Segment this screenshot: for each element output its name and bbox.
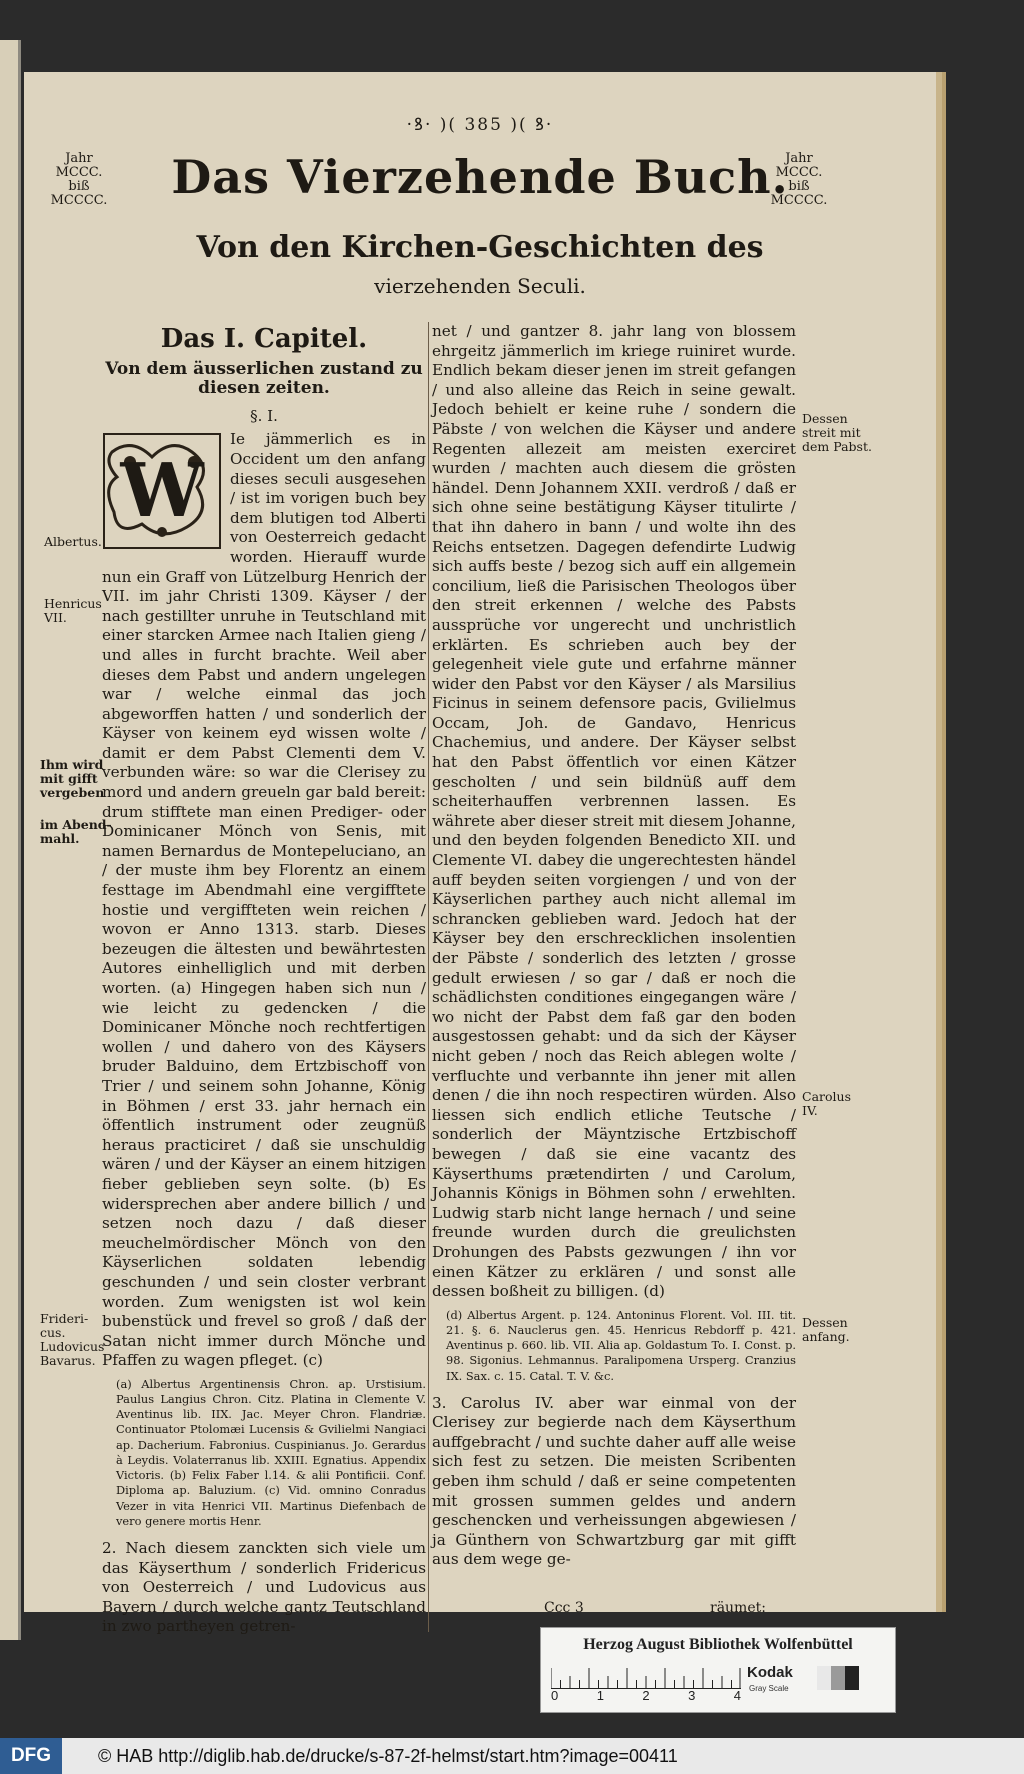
paragraph-1: Ie jämmerlich es in Occident um den anfang dieses seculi ausgesehen / ist im vorigen buch bey dem blutigen tod Alberti von Oesterreich gedacht worden. Hierauff wurde nun ein Graff von Lützelburg Henrich der VII. im jahr Christi 1309. Käyser / der nach gestillter unruhe in Teutschland mit einer starcken Armee nach Italien gieng / und alles in furcht brachte. Weil aber dieses dem Pabst und andern ungelegen war / welche einmal das joch abgeworffen hatten / und sonderlich der Käyser von keinem eyd wissen wolte / damit er dem Pabst Clementi dem V. verbunden wäre: so war die Clerisey zu mord und andern greueln gar bald bereit: drum stifftete man einen Prediger- oder Dominicaner Mönch von Senis, mit namen Bernardus de Montepeluciano, an / der muste ihm bey Florentz an einem festtage im Abendmahl eine vergifftete hostie und vergiffteten wein reichen / wovon er Anno 1313. starb. Dieses bezeugen die ältesten und bewährtesten Autores einhelliglich und mit derben worten. (a) Hingegen haben sich nun / wie leicht zu gedencken / die Dominicaner Mönche noch rechtfertigen wollen / und dahero von des Käysers bruder Balduino, dem Ertzbischoff von Trier / und seinem sohn Johanne, König in Böhmen / erst 33. jahr hernach ein öffentlich instrument oder zeugnüß heraus practiciret / daß sie unschuldig wären / und der Käyser an einem hitzigen fieber geblieben seyn solte. (b) Es widersprechen aber andere billich / und setzen noch dazu / daß dieser meuchelmördischer Mönch von den Käyserlichen soldaten lebendig geschunden / und sein closter verbrant worden. Zum wenigsten ist wol kein bubenstück und frevel so groß / daß der Satan nicht immer durch Mönche und Pfaffen zu wagen pfleget. (c) — [102, 430, 426, 1370]
gray-scale-label: Gray Scale — [749, 1684, 789, 1693]
margin-note-line: Frideri- — [40, 1311, 89, 1326]
paragraph-2: 2. Nach diesem zanckten sich viele um das Käyserthum / sonderlich Fridericus von Oesterreich / und Ludovicus aus Bayern / durch welche gantz Teutschland in zwo partheyen getren- — [102, 1538, 426, 1636]
footer-bar — [0, 1738, 1024, 1774]
margin-note-fridericus — [40, 1312, 104, 1368]
footnote-d: (d) Albertus Argent. p. 124. Antoninus Florent. Vol. III. tit. 21. §. 6. Nauclerus gen. 45. Henricus Rebdorff p. 421. Aventinus p. 660. lib. VII. Alia ap. Goldastum To. I. Const. p. 98. Sigonius. Lehmannus. Paralipomena Ursperg. Cranzius IX. Sax. c. 15. Catal. T. V. &c. — [446, 1307, 796, 1383]
margin-note-carolus — [802, 1090, 851, 1118]
ruler-scale-icon — [551, 1662, 741, 1689]
margin-note-albertus: Albertus. — [44, 534, 102, 549]
margin-note-line: Dessen — [802, 411, 848, 426]
margin-note-line: Ludovicus — [40, 1339, 105, 1354]
book-title: Das Vierzehende Buch. — [171, 150, 789, 204]
ruler-number: 4 — [733, 1688, 741, 1703]
paragraph-continued: net / und gantzer 8. jahr lang von blossem ehrgeitz jämmerlich im kriege ruiniret wurde. Endlich bekam dieser jenen im streit gefangen / und also alleine das Reich in seine gewalt. Jedoch behielt er keine ruhe / sondern die Päbste / von welchen die Käyser und andere Regenten allezeit am meisten exerciret wurden / machten auch diesem die grösten händel. Denn Johannem XXII. verdroß / daß er sich ohne seine bestätigung Käyser titulirte / that ihn dahero in bann / und wolte ihn des Reichs entsetzen. Dagegen defendirte Ludwig sich auffs beste / bezog sich auff ein allgemein concilium, ließ die Parisischen Theologos über den streit erkennen / welche des Pabsts aussprüche vor ungerecht und unchristlich erklärten. Es schrieben auch bey der gelegenheit viele gute und erfahrne männer wider den Pabst vor den Käyser / als Marsilius Ficinus in seinem defensore pacis, Gvilielmus Occam, Joh. de Gandavo, Henricus Chachemius, und andere. Der Käyser selbst hat den Pabst öffentlich vor einen Kätzer gescholten / und sein bildnüß auff dem scheiterhauffen verbrennen lassen. Es währete aber dieser streit mit diesem Johanne, und den beyden folgenden Benedicto XII. und Clemente VI. dabey die ungerechtesten händel auff beyden seiten vorgiengen / und von der Käyserlichen parthey auch nicht allemal im schrancken geblieben ward. Jedoch hat der Käyser bey den erschrecklichen insolentien der Päbste / sonderlich des letzten / grosse gedult erwiesen / so gar / daß er noch die schädlichsten conditiones eingegangen wäre / wo nicht der Pabst dem faß gar den boden ausgestossen gehabt: und da sich der Käyser nicht geben / noch das Reich ablegen wolte / verfluchte und verbannte ihn jener mit allen denen / die ihn noch respectiren würden. Also liessen sich endlich etliche Teutsche / sonderlich der Mäyntzische Ertzbischoff bewegen / daß sie eine vacantz des Käyserthums prætendirten / und Carolum, Johannis Königs in Böhmen sohn / erwehlten. Ludwig starb nicht lange hernach / und seine freunde wurden durch die greulichsten Drohungen des Pabsts gezwungen / ihn vor einen Kätzer zu erklären / und sonst alle dessen boßheit zu billigen. (d) — [432, 322, 796, 1301]
margin-note-line: Carolus — [802, 1089, 851, 1104]
footnote-a-c: (a) Albertus Argentinensis Chron. ap. Urstisium. Paulus Langius Chron. Citz. Platina in Clemente V. Aventinus lib. IIX. Jac. Meyer Chron. Flandriæ. Continuator Ptolomæi Lucensis & Gvilielmi Nangiaci ap. Dacherium. Fabronius. Cuspinianus. Jo. Gerardus à Leydis. Volaterranus lib. XXIII. Egnatius. Appendix Victoris. (b) Felix Faber l.14. & alii Pontificii. Conf. Diploma ap. Baluzium. (c) Vid. omnino Conradus Vezer in vita Henrici VII. Martinus Diefenbach de vero genere mortis Henr. — [116, 1376, 426, 1528]
margin-note-dessen-streit — [802, 412, 872, 454]
right-column — [432, 322, 796, 1572]
margin-note-line: Henricus — [44, 596, 102, 611]
ruler-number: 3 — [688, 1688, 696, 1703]
margin-note-line: anfang. — [802, 1329, 850, 1344]
section-number: §. I. — [250, 406, 278, 425]
margin-note-dessen-anfang — [802, 1316, 850, 1344]
margin-note-gift — [40, 758, 104, 800]
gray-swatches — [817, 1666, 859, 1690]
column-divider — [428, 322, 429, 1632]
book-subtitle: Von den Kirchen-Geschichten des — [196, 230, 764, 265]
margin-note-line: vergeben — [40, 785, 105, 800]
chapter-subtitle: Von dem äusserlichen zustand zu diesen zeiten. — [105, 358, 423, 399]
margin-note-line: dem Pabst. — [802, 439, 872, 454]
signature-mark: Ccc 3 — [544, 1600, 584, 1616]
margin-note-line: streit mit — [802, 425, 861, 440]
dfg-logo: DFG — [0, 1738, 62, 1774]
margin-note-line: mit gifft — [40, 771, 98, 786]
page-header: ·ꝸ· )( 385 )( ꝸ· — [406, 115, 554, 135]
ruler-numbers — [551, 1688, 741, 1703]
dropcap-ornament-icon — [102, 432, 222, 550]
corner-left-line: MCCCC. — [50, 193, 108, 208]
dropcap-letter: W — [120, 448, 204, 535]
margin-note-line: cus. — [40, 1325, 66, 1340]
book-subtitle-line2: vierzehenden Seculi. — [374, 274, 586, 298]
margin-note-line: IV. — [802, 1103, 818, 1118]
margin-note-line: im Abend- — [40, 817, 112, 832]
corner-left-line: Jahr — [65, 151, 93, 166]
gray-swatch — [845, 1666, 859, 1690]
margin-note-line: Dessen — [802, 1315, 848, 1330]
margin-note-abendmahl — [40, 818, 112, 846]
library-name: Herzog August Bibliothek Wolfenbüttel — [583, 1636, 853, 1653]
left-column — [102, 322, 426, 1639]
ruler-number: 0 — [551, 1688, 559, 1703]
ruler-number: 1 — [596, 1688, 604, 1703]
gray-swatch — [831, 1666, 845, 1690]
corner-right-line: MCCC. — [775, 165, 823, 180]
corner-left-line: biß — [68, 179, 90, 194]
facing-page-edge — [0, 40, 20, 1640]
margin-note-line: Bavarus. — [40, 1353, 96, 1368]
margin-note-line: VII. — [44, 610, 67, 625]
corner-left-line: MCCC. — [55, 165, 103, 180]
margin-note-line: Ihm wird — [40, 757, 104, 772]
catchword: räumet: — [710, 1600, 766, 1616]
margin-note-line: mahl. — [40, 831, 80, 846]
paragraph-3: 3. Carolus IV. aber war einmal von der Clerisey zur begierde nach dem Käyserthum auffgebracht / und suchte daher auff alle weise sich fest zu setzen. Die meisten Scribenten geben ihm schuld / daß er seine competenten mit grossen summen geldes und andern geschencken und verheissungen abgewiesen / ja Günthern von Schwartzburg gar mit gifft aus dem wege ge- — [432, 1393, 796, 1569]
corner-right-line: biß — [788, 179, 810, 194]
spine-shadow — [18, 40, 21, 1640]
library-color-target — [540, 1627, 896, 1713]
margin-note-henricus — [44, 597, 102, 625]
book-page — [24, 72, 936, 1636]
copyright-link[interactable]: © HAB http://diglib.hab.de/drucke/s-87-2f-helmst/start.htm?image=00411 — [98, 1746, 678, 1766]
gray-swatch — [817, 1666, 831, 1690]
chapter-title: Das I. Capitel. — [160, 324, 368, 354]
ruler-number: 2 — [642, 1688, 650, 1703]
kodak-brand: Kodak — [747, 1664, 793, 1681]
corner-right-line: MCCCC. — [770, 193, 828, 208]
corner-right-line: Jahr — [785, 151, 813, 166]
